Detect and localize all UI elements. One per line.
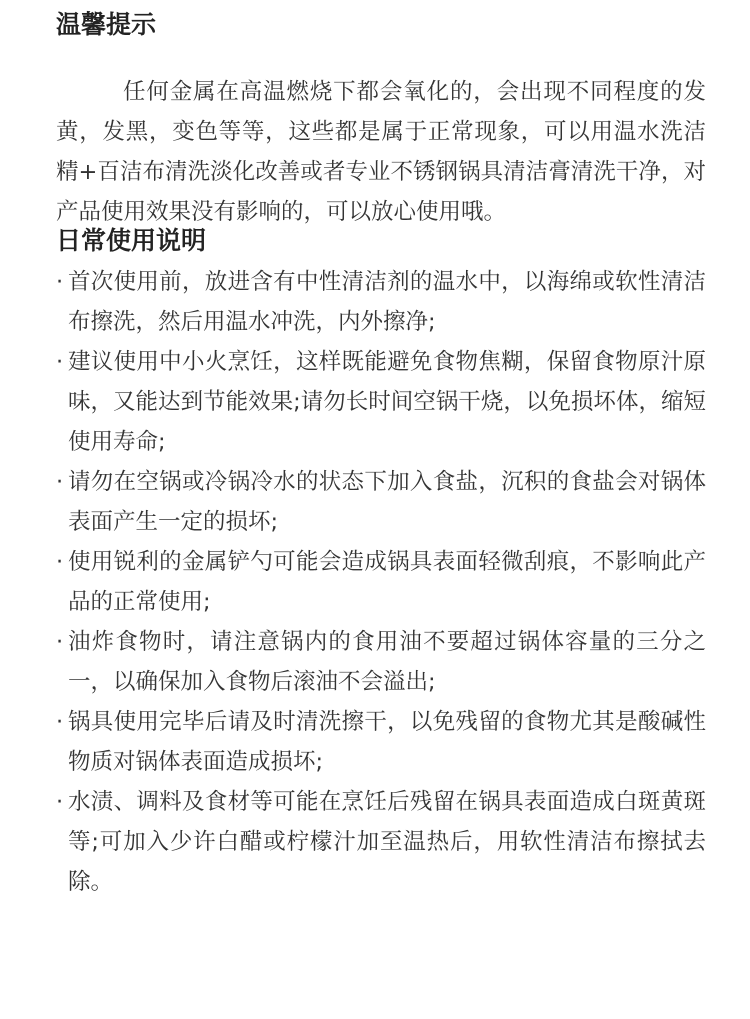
tips-paragraph: 任何金属在高温燃烧下都会氧化的，会出现不同程度的发黄，发黑，变色等等，这些都是属于正常现象，可以用温水洗洁精+百洁布清洗淡化改善或者专业不锈钢锅具清洁膏清洗干净，对产品使用效果没有影响的，可以放心使用哦。 bbox=[56, 78, 706, 225]
usage-item-text: 水渍、调料及食材等可能在烹饪后残留在锅具表面造成白斑黄斑等;可加入少许白醋或柠檬汁加至温热后，用软性清洁布擦拭去除。 bbox=[68, 789, 706, 895]
usage-item-2 bbox=[56, 342, 706, 462]
bullet-icon: · bbox=[56, 629, 64, 655]
bullet-icon: · bbox=[56, 349, 64, 375]
bullet-icon: · bbox=[56, 269, 64, 295]
bullet-icon: · bbox=[56, 549, 64, 575]
usage-item-text: 锅具使用完毕后请及时清洗擦干，以免残留的食物尤其是酸碱性物质对锅体表面造成损坏; bbox=[68, 709, 706, 775]
bullet-icon: · bbox=[56, 789, 64, 815]
bullet-icon: · bbox=[56, 709, 64, 735]
usage-item-text: 请勿在空锅或冷锅冷水的状态下加入食盐，沉积的食盐会对锅体表面产生一定的损坏; bbox=[68, 469, 706, 535]
usage-item-text: 首次使用前，放进含有中性清洁剂的温水中，以海绵或软性清洁布擦洗，然后用温水冲洗，内外擦净; bbox=[68, 269, 706, 335]
usage-item-7 bbox=[56, 782, 706, 902]
bullet-icon: · bbox=[56, 469, 64, 495]
usage-list bbox=[56, 262, 706, 902]
usage-item-4 bbox=[56, 542, 706, 622]
usage-item-text: 建议使用中小火烹饪，这样既能避免食物焦糊，保留食物原汁原味，又能达到节能效果;请勿长时间空锅干烧，以免损坏体，缩短使用寿命; bbox=[68, 349, 706, 455]
usage-item-1 bbox=[56, 262, 706, 342]
usage-item-6 bbox=[56, 702, 706, 782]
usage-item-3 bbox=[56, 462, 706, 542]
usage-item-text: 油炸食物时，请注意锅内的食用油不要超过锅体容量的三分之一，以确保加入食物后滚油不会溢出; bbox=[68, 629, 706, 695]
tips-heading: 温馨提示 bbox=[56, 10, 157, 39]
usage-heading: 日常使用说明 bbox=[56, 226, 207, 255]
usage-item-5 bbox=[56, 622, 706, 702]
usage-item-text: 使用锐利的金属铲勺可能会造成锅具表面轻微刮痕，不影响此产品的正常使用; bbox=[68, 549, 706, 615]
